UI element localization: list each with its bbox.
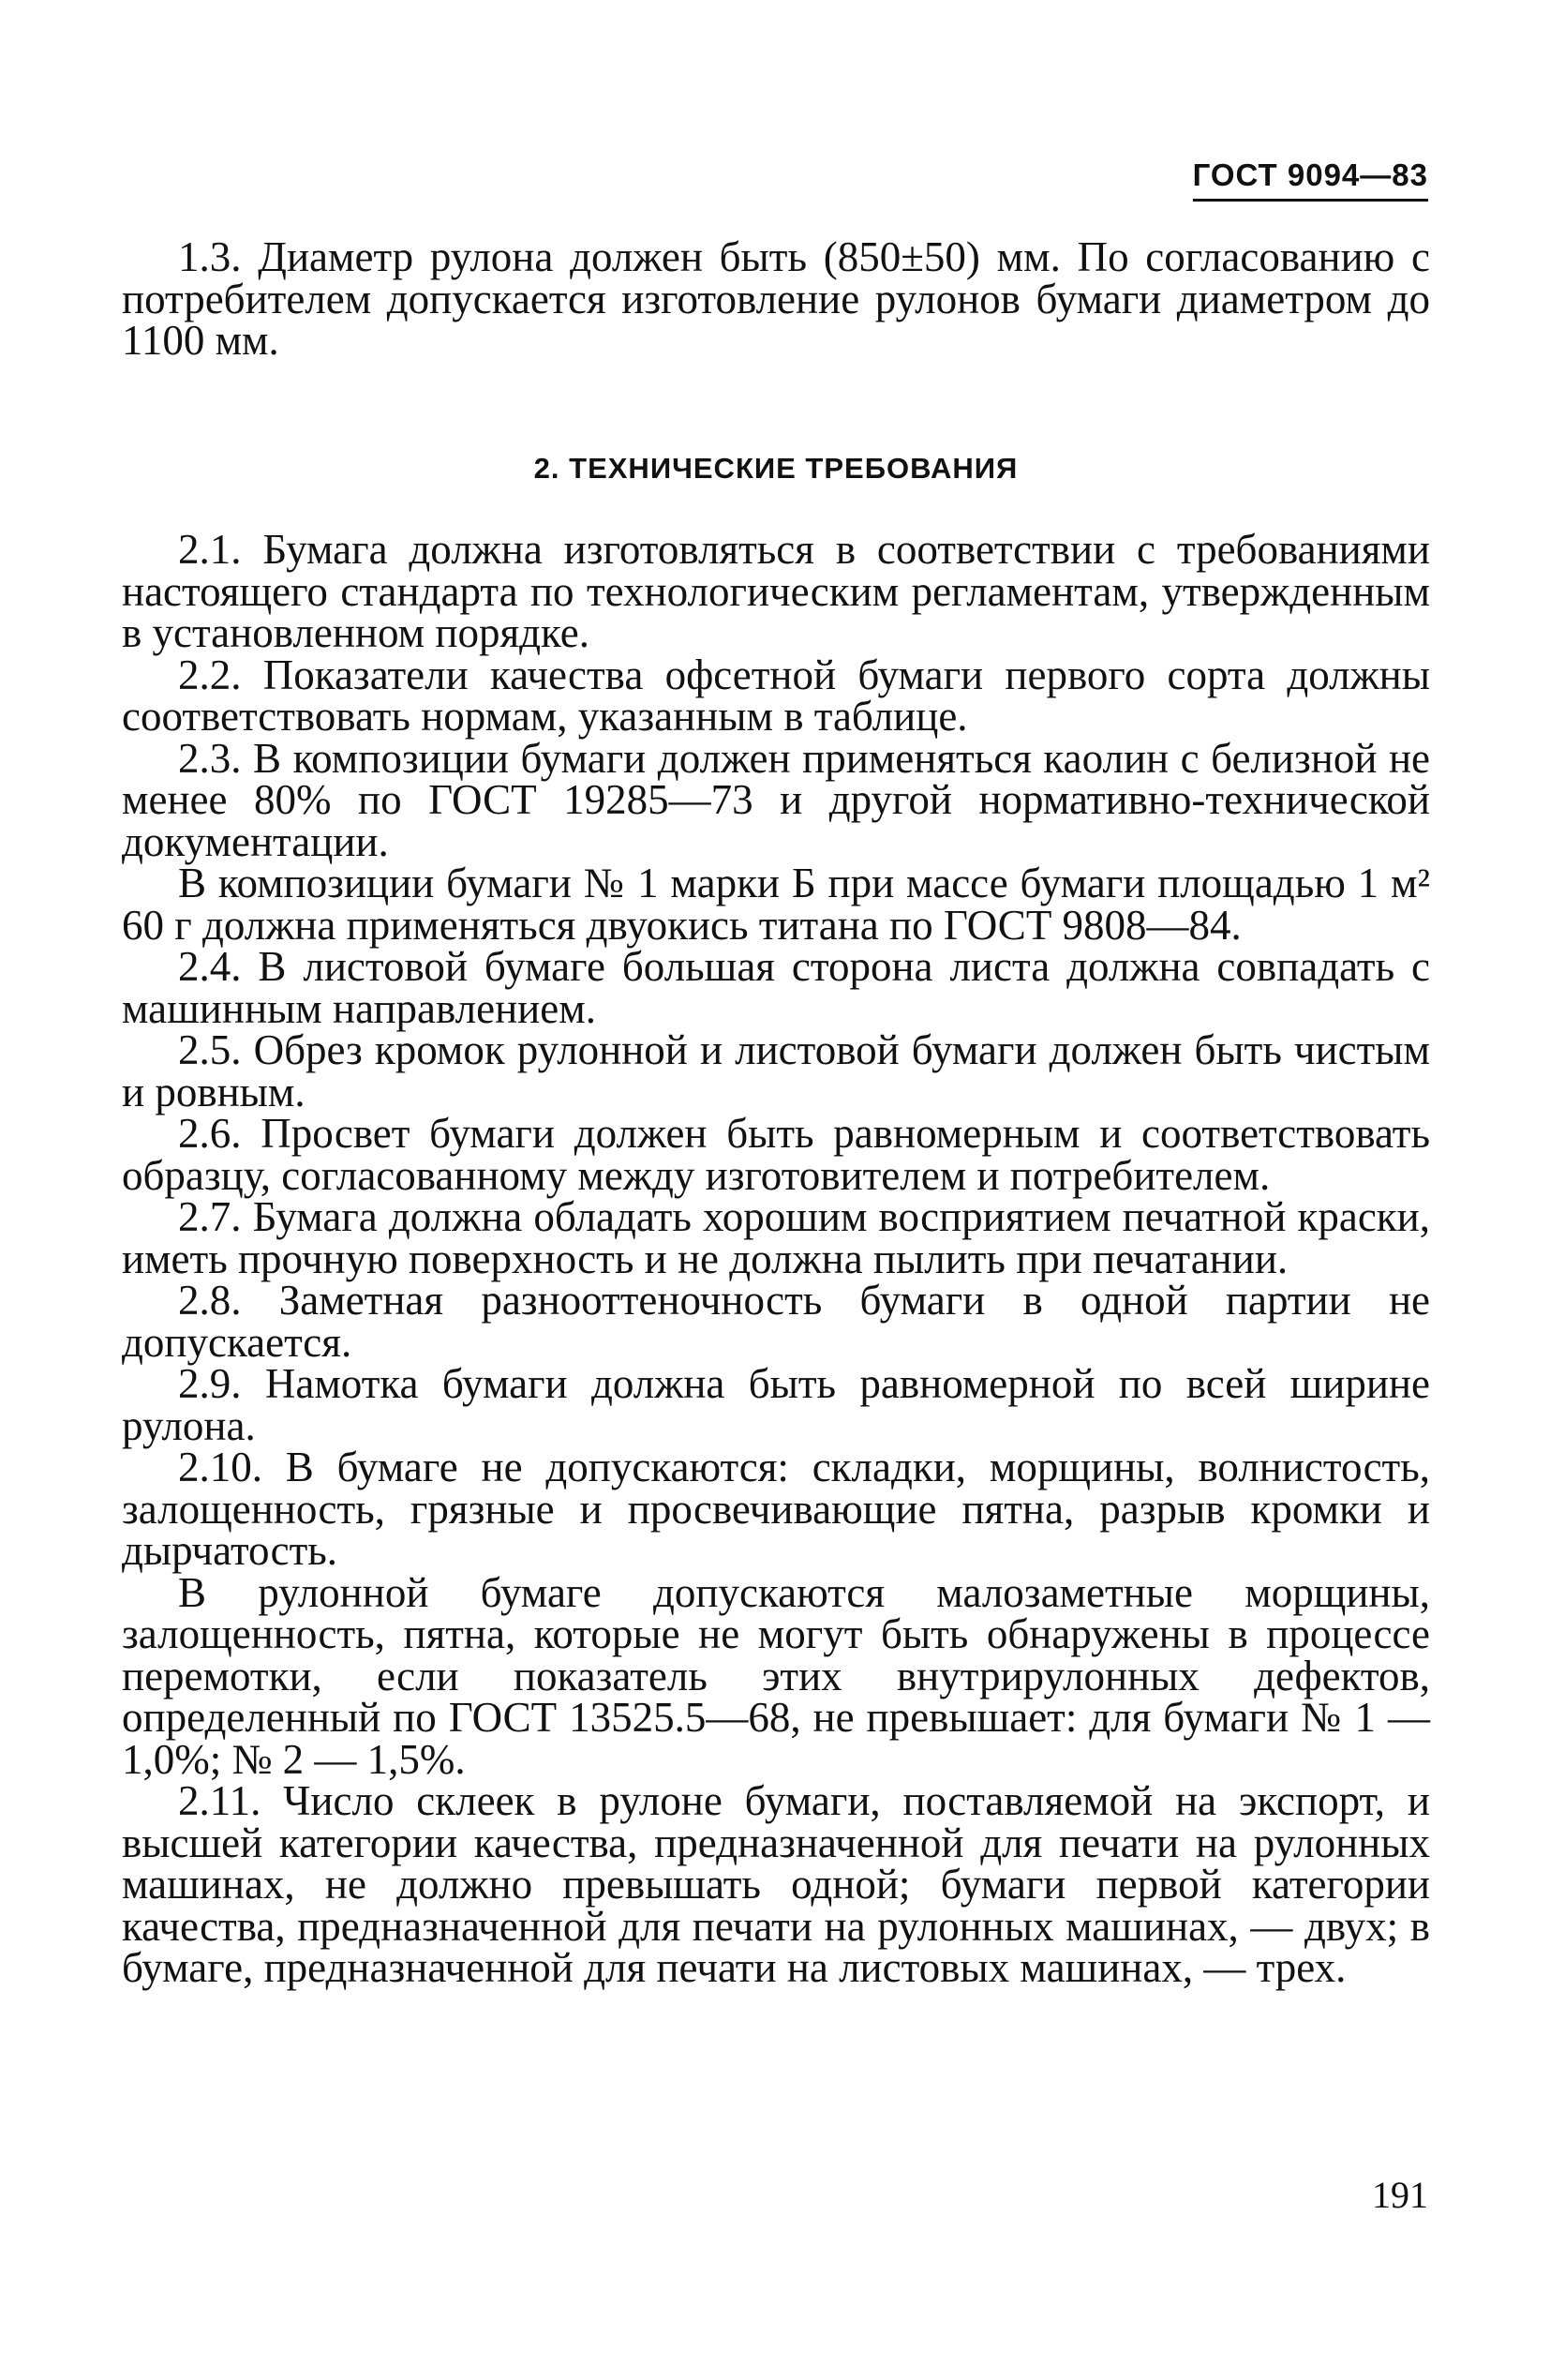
page-number: 191 bbox=[1372, 2174, 1428, 2216]
standard-header: ГОСТ 9094—83 bbox=[1193, 157, 1428, 202]
intro-block bbox=[122, 233, 1430, 364]
paragraph-1-3: 1.3. Диаметр рулона должен быть (850±50) мм. По согласованию с потребителем допускается изготовление рулонов бумаги диаметром до 1100 мм. bbox=[122, 233, 1430, 364]
paragraph-2-7: 2.7. Бумага должна обладать хорошим восприятием печатной краски, иметь прочную поверхность и не должна пылить при печатании. bbox=[122, 1193, 1430, 1282]
paragraph-2-2: 2.2. Показатели качества офсетной бумаги первого сорта должны соответствовать нормам, указанным в таблице. bbox=[122, 651, 1430, 740]
paragraph-2-1: 2.1. Бумага должна изготовляться в соответствии с требованиями настоящего стандарта по технологическим регламентам, утвержденным в установленном порядке. bbox=[122, 526, 1430, 656]
paragraph-2-9: 2.9. Намотка бумаги должна быть равномерной по всей ширине рулона. bbox=[122, 1360, 1430, 1449]
paragraph-2-3-titanium: В композиции бумаги № 1 марки Б при массе бумаги площадью 1 м² 60 г должна применяться двуокись титана по ГОСТ 9808—84. bbox=[122, 860, 1430, 949]
paragraph-2-6: 2.6. Просвет бумаги должен быть равномерным и соответствовать образцу, согласованному между изготовителем и потребителем. bbox=[122, 1110, 1430, 1199]
section-title: 2. ТЕХНИЧЕСКИЕ ТРЕБОВАНИЯ bbox=[533, 452, 1019, 485]
paragraph-2-3: 2.3. В композиции бумаги должен применяться каолин с белизной не менее 80% по ГОСТ 19285—73 и другой нормативно-технической документации. bbox=[122, 734, 1430, 865]
paragraph-2-8: 2.8. Заметная разнооттеночность бумаги в одной партии не допускается. bbox=[122, 1277, 1430, 1366]
paragraph-2-11: 2.11. Число склеек в рулоне бумаги, поставляемой на экспорт, и высшей категории качества, предназначенной для печати на рулонных машинах, не должно превышать одной; бумаги первой категории качества, предназначенной для печати на рулонных машинах, — двух; в бумаге, предназначенной для печати на листовых машинах, — трех. bbox=[122, 1777, 1430, 1991]
paragraph-2-5: 2.5. Обрез кромок рулонной и листовой бумаги должен быть чистым и ровным. bbox=[122, 1026, 1430, 1115]
paragraph-2-10: 2.10. В бумаге не допускаются: складки, морщины, волнистость, залощенность, грязные и просвечивающие пятна, разрыв кромки и дырчатость. bbox=[122, 1444, 1430, 1574]
paragraph-2-10-roll-defects: В рулонной бумаге допускаются малозаметные морщины, залощенность, пятна, которые не могут быть обнаружены в процессе перемотки, если показатель этих внутрирулонных дефектов, определенный по ГОСТ 13525.5—68, не превышает: для бумаги № 1 — 1,0%; № 2 — 1,5%. bbox=[122, 1568, 1430, 1783]
paragraph-2-4: 2.4. В листовой бумаге большая сторона листа должна совпадать с машинным направлением. bbox=[122, 943, 1430, 1032]
requirements-block bbox=[122, 526, 1430, 1991]
